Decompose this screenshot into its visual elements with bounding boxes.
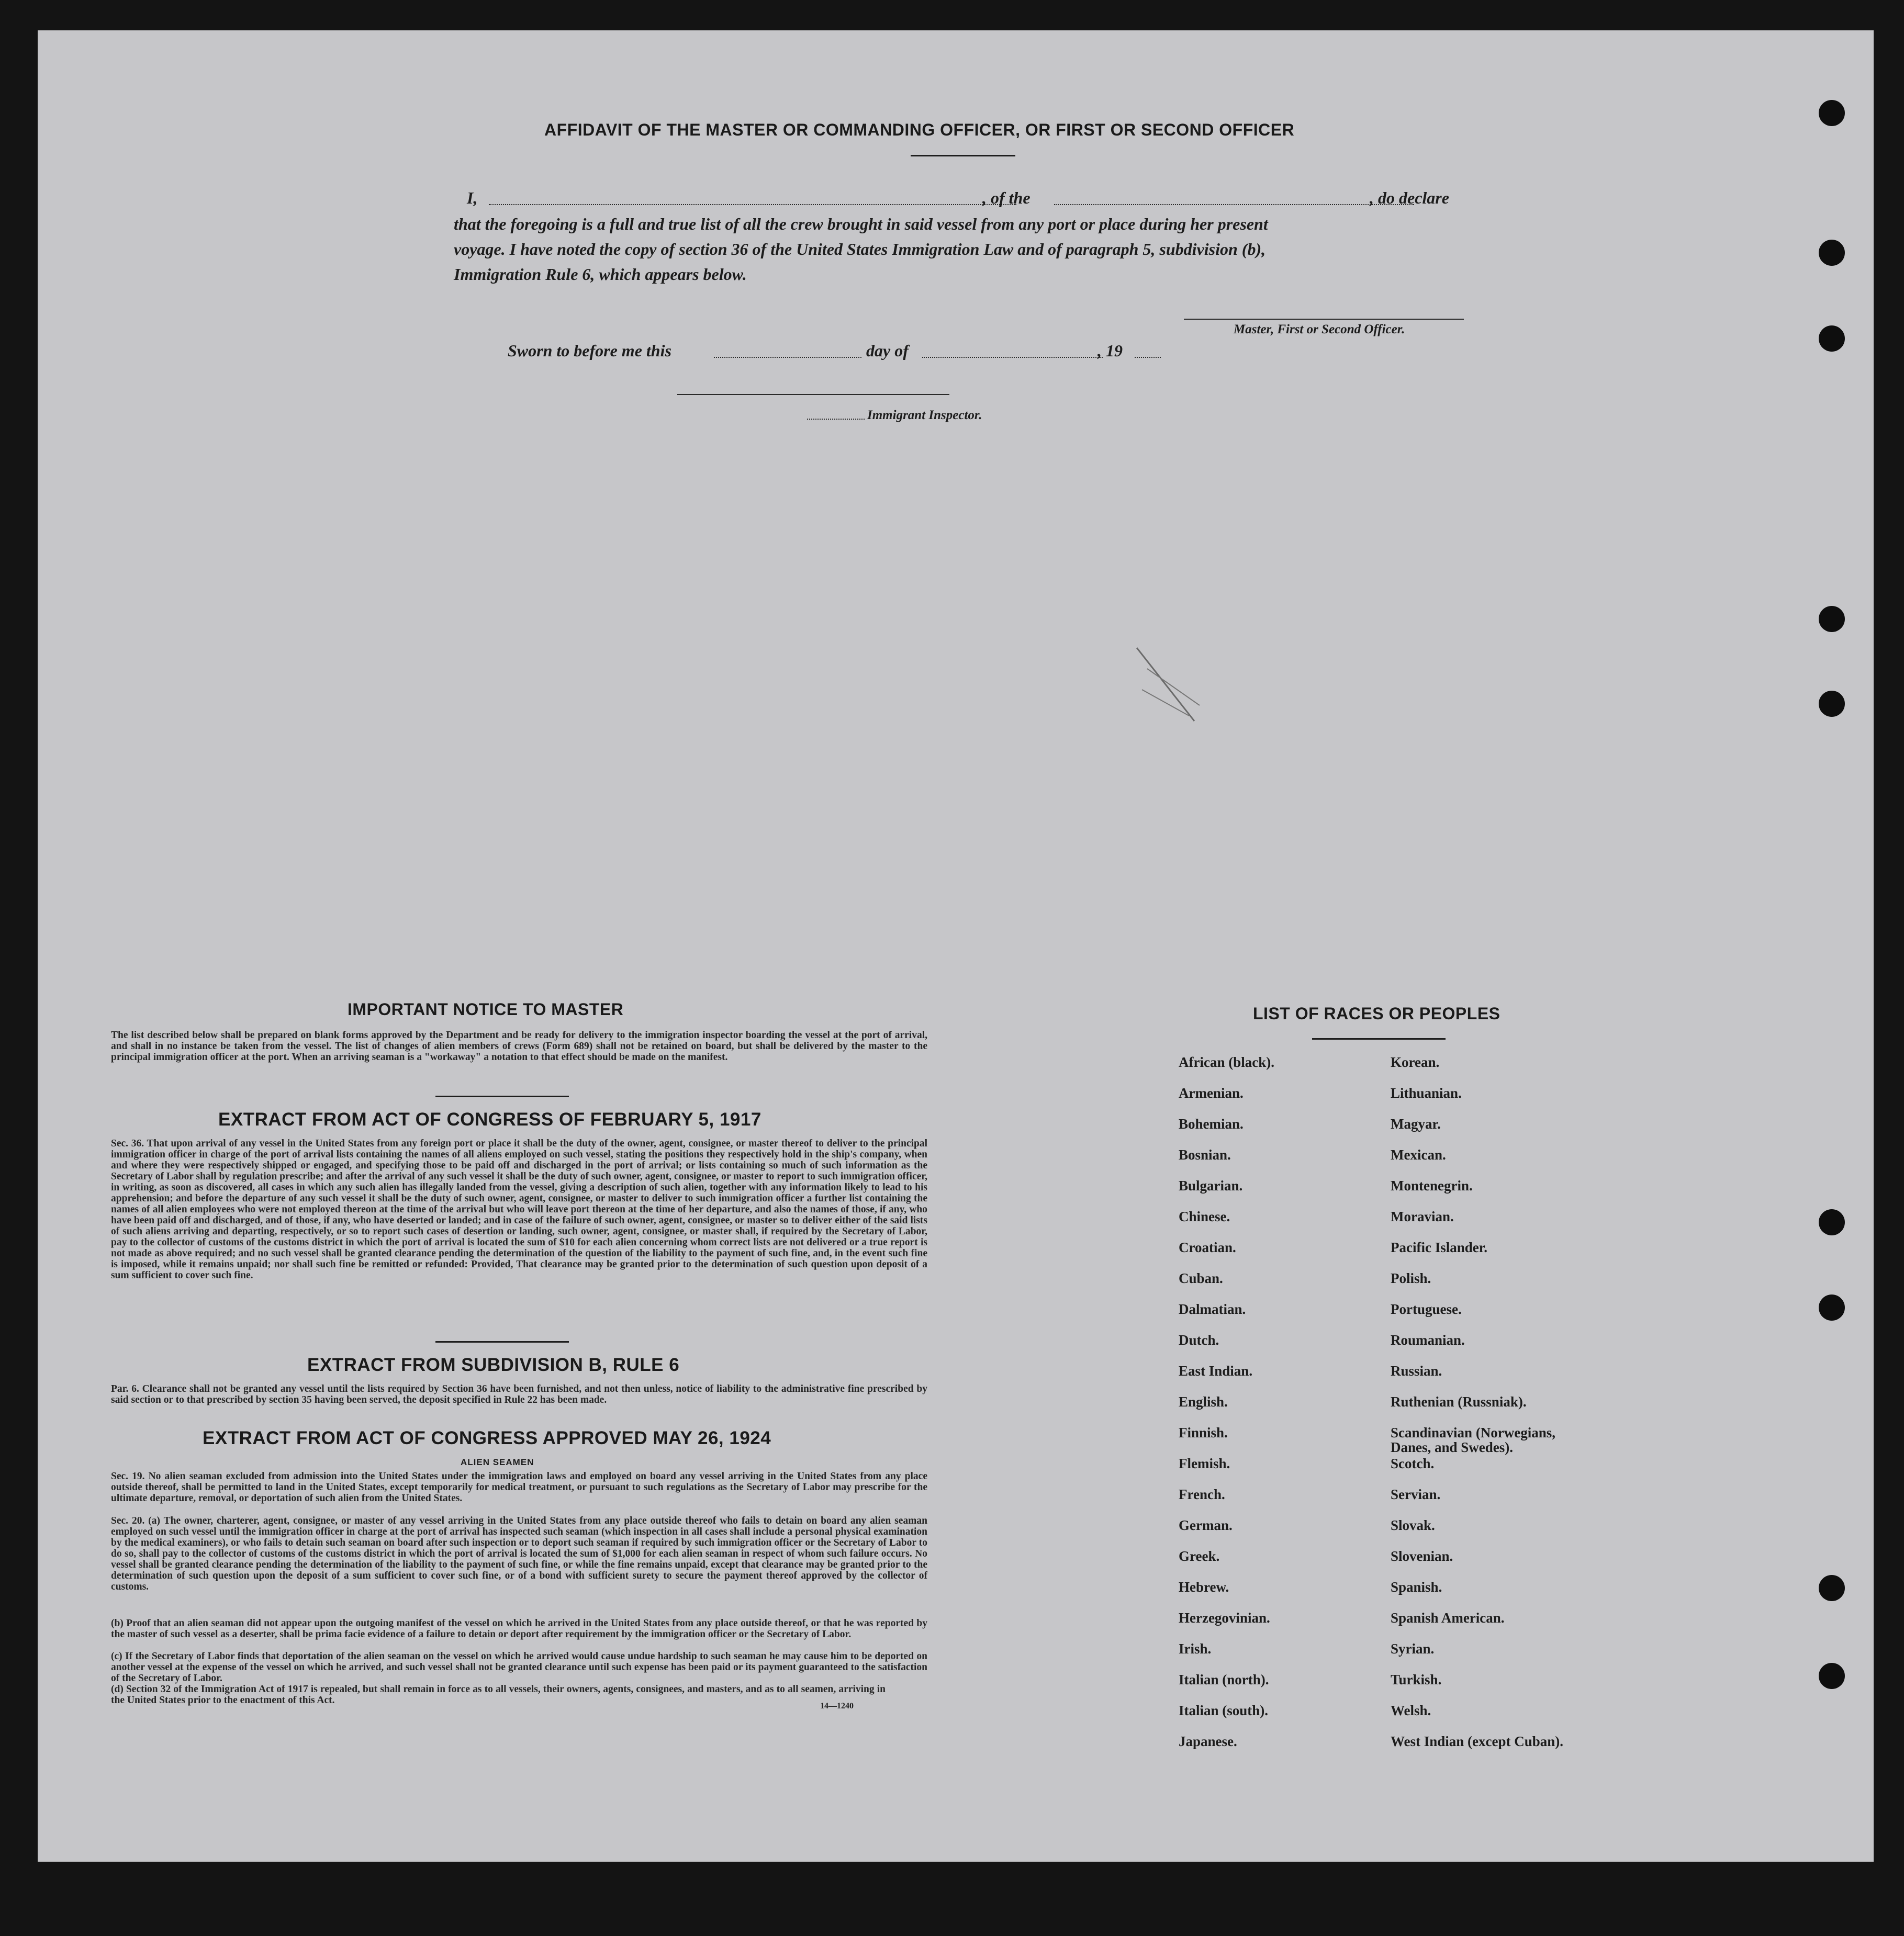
binder-hole bbox=[1819, 1575, 1845, 1601]
race-item: Ruthenian (Russniak). bbox=[1391, 1394, 1527, 1410]
race-item: Finnish. bbox=[1179, 1425, 1228, 1440]
race-item: Armenian. bbox=[1179, 1085, 1244, 1101]
name-field[interactable] bbox=[489, 204, 1016, 205]
races-title: LIST OF RACES OR PEOPLES bbox=[1253, 1004, 1500, 1023]
race-item: Flemish. bbox=[1179, 1456, 1230, 1471]
extract-1924-sec20d: (d) Section 32 of the Immigration Act of 1917 is repealed, but shall remain in force as to all vessels, their owners, agents, consignees, and masters, and as to all seamen, arriving in the United States prior to the enactment of this Act. bbox=[111, 1684, 886, 1706]
inspector-lead-dots bbox=[807, 419, 865, 420]
divider bbox=[435, 1096, 569, 1097]
race-item: Turkish. bbox=[1391, 1672, 1442, 1687]
race-item: Herzegovinian. bbox=[1179, 1610, 1270, 1626]
inspector-label: Immigrant Inspector. bbox=[867, 408, 982, 422]
divider bbox=[435, 1341, 569, 1343]
race-item: Slovenian. bbox=[1391, 1548, 1453, 1564]
race-item: Spanish American. bbox=[1391, 1610, 1505, 1626]
race-item: Cuban. bbox=[1179, 1270, 1223, 1286]
race-item: Scandinavian (Norwegians, Danes, and Swedes). bbox=[1391, 1425, 1556, 1455]
binder-hole bbox=[1819, 240, 1845, 266]
race-item: Korean. bbox=[1391, 1054, 1440, 1070]
race-item: Mexican. bbox=[1391, 1147, 1446, 1163]
race-item: Scotch. bbox=[1391, 1456, 1435, 1471]
race-item: Pacific Islander. bbox=[1391, 1240, 1487, 1255]
affidavit-of-the-label: , of the bbox=[982, 188, 1031, 207]
sworn-prefix: Sworn to before me this bbox=[508, 341, 671, 360]
affidavit-declare-label: , do declare bbox=[1370, 188, 1449, 207]
race-item: Dutch. bbox=[1179, 1332, 1219, 1348]
race-item: Montenegrin. bbox=[1391, 1178, 1473, 1194]
race-item: Moravian. bbox=[1391, 1209, 1454, 1224]
race-item: Croatian. bbox=[1179, 1240, 1236, 1255]
race-item: Italian (south). bbox=[1179, 1703, 1269, 1718]
sworn-day-of-label: day of bbox=[866, 341, 909, 360]
position-field[interactable] bbox=[1054, 204, 1414, 205]
race-item: German. bbox=[1179, 1517, 1233, 1533]
binder-hole bbox=[1819, 1209, 1845, 1235]
notice-body: The list described below shall be prepared on blank forms approved by the Department and be ready for delivery to the immigration inspector boarding the vessel at the port of arrival, and shall in no instance be taken from the vessel. The list of changes of alien members of crews (Form 689) shall not be retained on board, but shall be delivered by the master to the principal immigration officer at the port. When an arriving seaman is a "workaway" a notation to that effect should be made on the manifest. bbox=[111, 1030, 927, 1063]
race-item: Hebrew. bbox=[1179, 1579, 1229, 1595]
form-number: 14—1240 bbox=[820, 1702, 854, 1710]
race-item: Bosnian. bbox=[1179, 1147, 1231, 1163]
affidavit-line-2: that the foregoing is a full and true list of all the crew brought in said vessel from any port or place during her present bbox=[454, 215, 1268, 233]
extract-1924-sec20b: (b) Proof that an alien seaman did not appear upon the outgoing manifest of the vessel on which he arrived in the United States from any place outside thereof, or that he was reported by the master of such vessel as a deserter, shall be prima facie evidence of a failure to detain or deport after requirement by the immigration officer or the Secretary of Labor. bbox=[111, 1618, 927, 1640]
document-page bbox=[38, 30, 1874, 1862]
race-item: Slovak. bbox=[1391, 1517, 1435, 1533]
race-item: Roumanian. bbox=[1391, 1332, 1465, 1348]
race-item: Greek. bbox=[1179, 1548, 1220, 1564]
race-item: East Indian. bbox=[1179, 1363, 1253, 1379]
binder-hole bbox=[1819, 606, 1845, 632]
binder-hole bbox=[1819, 691, 1845, 717]
race-item: Syrian. bbox=[1391, 1641, 1435, 1657]
sworn-day-field[interactable] bbox=[714, 357, 861, 358]
divider bbox=[1312, 1038, 1446, 1040]
race-item: English. bbox=[1179, 1394, 1228, 1410]
race-item: Portuguese. bbox=[1391, 1301, 1462, 1317]
extract-1924-sec20c: (c) If the Secretary of Labor finds that deportation of the alien seaman on the vessel on which he arrived would cause undue hardship to such seaman he may cause him to be deported on another vessel at the expense of the vessel on which he arrived, and such vessel shall not be granted clearance until such expense has been paid or its payment guaranteed to the satisfaction of the Secretary of Labor. bbox=[111, 1651, 927, 1684]
signature-label: Master, First or Second Officer. bbox=[1234, 322, 1405, 336]
alien-seamen-subtitle: ALIEN SEAMEN bbox=[461, 1457, 534, 1467]
race-item: Spanish. bbox=[1391, 1579, 1442, 1595]
sworn-month-field[interactable] bbox=[922, 357, 1103, 358]
race-item: Russian. bbox=[1391, 1363, 1442, 1379]
rule6-body: Par. 6. Clearance shall not be granted any vessel until the lists required by Section 36 have been furnished, and not then unless, notice of liability to the administrative fine prescribed by said section or to that prescribed by section 35 having been served, the deposit specified in Rule 22 has been made. bbox=[111, 1383, 927, 1405]
notice-title: IMPORTANT NOTICE TO MASTER bbox=[348, 1000, 624, 1019]
inspector-signature-line[interactable] bbox=[677, 394, 949, 395]
race-item: Japanese. bbox=[1179, 1734, 1237, 1749]
extract-1924-sec19: Sec. 19. No alien seaman excluded from admission into the United States under the immigration laws and employed on board any vessel arriving in the United States from any place outside thereof, shall be permitted to land in the United States, except temporarily for medical treatment, or pursuant to such regulations as the Secretary of Labor may prescribe for the ultimate departure, removal, or deportation of such alien from the United States. bbox=[111, 1471, 927, 1504]
sworn-year-field[interactable] bbox=[1135, 357, 1161, 358]
extract-1924-sec20a: Sec. 20. (a) The owner, charterer, agent, consignee, or master of any vessel arriving in the United States from any place outside thereof who fails to detain on board any alien seaman employed on such vessel until the immigration officer in charge at the port of arrival has inspected such seaman (which inspection in all cases shall include a personal physical examination by the medical examiners), or who fails to detain such seaman on board after such inspection or to deport such seaman if required by such immigration officer or the Secretary of Labor to do so, shall pay to the collector of customs of the customs district in which the port of arrival is located the sum of $1,000 for each alien seaman in respect of whom such failure occurs. No vessel shall be granted clearance pending the determination of the liability to the payment of such fine, or while the fine remains unpaid, except that clearance may be granted prior to the determination of such question upon the deposit of a sum sufficient to cover such fine, or of a bond with sufficient surety to secure the payment thereof approved by the collector of customs. bbox=[111, 1515, 927, 1592]
binder-hole bbox=[1819, 1295, 1845, 1321]
affidavit-line-4: Immigration Rule 6, which appears below. bbox=[454, 265, 747, 284]
extract-1917-body: Sec. 36. That upon arrival of any vessel in the United States from any foreign port or place it shall be the duty of the owner, agent, consignee, or master thereof to deliver to the principal immigration officer in charge of the port of arrival lists containing the names of all aliens employed on such vessel, stating the positions they respectively hold in the ship's company, when and where they were respectively shipped or engaged, and specifying those to be paid off and discharged in the port of arrival; or lists containing so much of such information as the Secretary of Labor shall by regulation prescribe; and after the arrival of any such vessel it shall be the duty of such owner, agent, consignee, or master to report to such immigration officer, in writing, as soon as discovered, all cases in which any such alien has illegally landed from the vessel, giving a description of such alien, together with any information likely to lead to his apprehension; and before the departure of any such vessel it shall be the duty of such owner, agent, consignee, or master to deliver to such immigration officer a further list containing the names of all alien employees who were not employed thereon at the time of the arrival but who will leave port thereon at the time of her departure, and also the names of those, if any, who have been paid off and discharged, and of those, if any, who have deserted or landed; and in case of the failure of such owner, agent, consignee, or master so to deliver either of the said lists of such aliens arriving and departing, respectively, or so to report such cases of desertion or landing, such owner, agent, consignee, or master shall, if required by the Secretary of Labor, pay to the collector of customs of the customs district in which the port of arrival is located the sum of $10 for each alien concerning whom correct lists are not delivered or a true report is not made as above required; and no such vessel shall be granted clearance pending the determination of the question of the liability to the payment of such fine, and, in the event such fine is imposed, while it remains unpaid; nor shall such fine be remitted or refunded: Provided, That clearance may be granted prior to the determination of such question upon deposit of a sum sufficient to cover such fine. bbox=[111, 1138, 927, 1281]
race-item: Polish. bbox=[1391, 1270, 1431, 1286]
race-item: Magyar. bbox=[1391, 1116, 1441, 1132]
sworn-year-label: , 19 bbox=[1097, 341, 1123, 360]
race-item: Irish. bbox=[1179, 1641, 1212, 1657]
race-item: Servian. bbox=[1391, 1487, 1441, 1502]
affidavit-title: AFFIDAVIT OF THE MASTER OR COMMANDING OFFICER, OR FIRST OR SECOND OFFICER bbox=[544, 120, 1295, 139]
signature-line[interactable] bbox=[1184, 319, 1464, 320]
affidavit-line-3: voyage. I have noted the copy of section 36 of the United States Immigration Law and of paragraph 5, subdivision (b), bbox=[454, 240, 1266, 258]
race-item: Bulgarian. bbox=[1179, 1178, 1243, 1194]
race-item: Dalmatian. bbox=[1179, 1301, 1246, 1317]
race-item: Italian (north). bbox=[1179, 1672, 1269, 1687]
binder-hole bbox=[1819, 100, 1845, 126]
affidavit-i-label: I, bbox=[467, 188, 478, 207]
divider bbox=[911, 155, 1015, 156]
race-item: Welsh. bbox=[1391, 1703, 1431, 1718]
extract-1917-title: EXTRACT FROM ACT OF CONGRESS OF FEBRUARY 5, 1917 bbox=[218, 1109, 761, 1130]
race-item: Lithuanian. bbox=[1391, 1085, 1462, 1101]
extract-1924-title: EXTRACT FROM ACT OF CONGRESS APPROVED MAY 26, 1924 bbox=[203, 1428, 771, 1448]
pencil-marks bbox=[1132, 643, 1205, 726]
race-item: Bohemian. bbox=[1179, 1116, 1244, 1132]
race-item: French. bbox=[1179, 1487, 1225, 1502]
rule6-title: EXTRACT FROM SUBDIVISION B, RULE 6 bbox=[307, 1355, 680, 1375]
race-item: Chinese. bbox=[1179, 1209, 1230, 1224]
binder-hole bbox=[1819, 1663, 1845, 1689]
binder-hole bbox=[1819, 325, 1845, 352]
race-item: West Indian (except Cuban). bbox=[1391, 1734, 1564, 1749]
race-item: African (black). bbox=[1179, 1054, 1274, 1070]
